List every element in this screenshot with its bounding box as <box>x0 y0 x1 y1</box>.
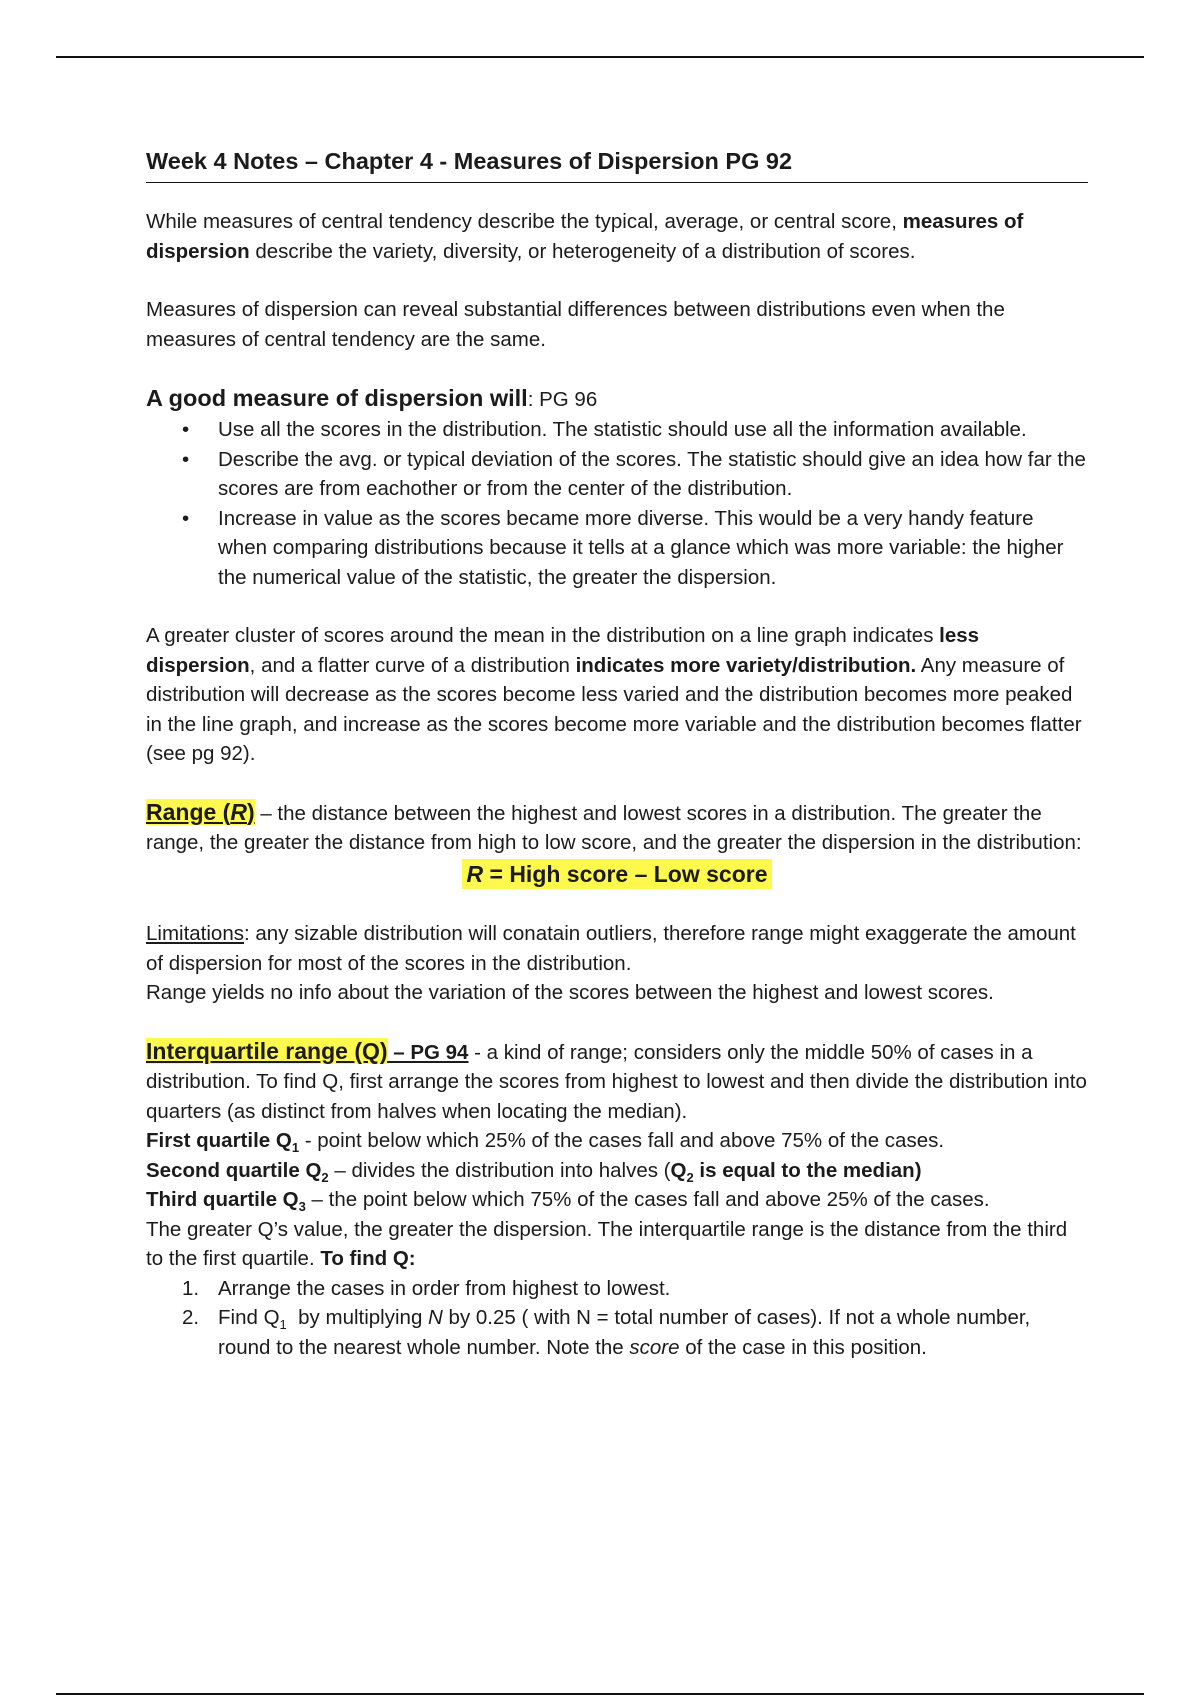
step-text-a: Find Q <box>218 1306 280 1329</box>
q2-bold-text: is equal to the median) <box>693 1158 922 1182</box>
range-section <box>146 798 1088 858</box>
range-term-b: ) <box>246 798 255 825</box>
document-page <box>146 146 1088 1362</box>
step-text-d: of the case in this position. <box>679 1335 927 1359</box>
to-find-label: To find Q: <box>320 1247 416 1270</box>
step-number: 1. <box>182 1276 200 1300</box>
list-item: • Use all the scores in the distribution. The statistic should use all the information available. <box>218 415 1088 445</box>
iqr-term: Interquartile range (Q) <box>146 1037 388 1064</box>
range-formula-r: R <box>466 860 484 887</box>
cluster-text-e: Any measure of distribution will decrease as the scores become less varied and the distribution becomes more peaked in the line graph, and increase as the scores become more variable and the distribution becomes flatter (see pg 92). <box>146 653 1082 765</box>
limitations-label: Limitations <box>146 922 244 945</box>
step-number: 2. <box>182 1306 200 1329</box>
step-sub: 1 <box>279 1317 287 1333</box>
q2-bold-q: Q <box>670 1158 687 1182</box>
range-term-r: R <box>230 798 247 825</box>
q2-sub: 2 <box>321 1169 329 1185</box>
intro-paragraph-2: Measures of dispersion can reveal substantial differences between distributions even when the measures of central tendency are the same. <box>146 298 1005 351</box>
iqr-section <box>146 1037 1088 1274</box>
bottom-rule <box>56 1693 1144 1695</box>
range-formula <box>146 860 1088 891</box>
q1-sub: 1 <box>291 1140 300 1156</box>
greater-text: The greater Q’s value, the greater the dispersion. The interquartile range is the distance from the third to the first quartile. <box>146 1217 1068 1270</box>
limitations-text: : any sizable distribution will conatain outliers, therefore range might exaggerate the amount of dispersion for most of the scores in the distribution. <box>146 922 1076 975</box>
step-text-c: by 0.25 ( with N = total number of cases). If not a whole number, round to the nearest whole number. Note the <box>218 1306 1031 1359</box>
good-measure-heading <box>146 383 1088 415</box>
good-measure-page-ref: : PG 96 <box>527 388 598 411</box>
q3-text: – the point below which 75% of the cases fall and above 25% of the cases. <box>305 1188 990 1211</box>
step-text: Arrange the cases in order from highest to lowest. <box>218 1276 671 1300</box>
q1-line <box>146 1126 1088 1156</box>
steps-list <box>146 1274 1088 1363</box>
step-n: N <box>428 1306 443 1329</box>
list-item: • Describe the avg. or typical deviation of the scores. The statistic should give an idea how far the scores are from eachother or from the center of the distribution. <box>218 445 1088 504</box>
q3-line <box>146 1185 1088 1215</box>
range-formula-box <box>462 859 771 889</box>
intro-text: While measures of central tendency describe the typical, average, or central score, <box>146 210 903 233</box>
intro-text-end: describe the variety, diversity, or heterogeneity of a distribution of scores. <box>249 239 916 263</box>
q2-line <box>146 1156 1088 1186</box>
good-measure-list <box>146 415 1088 592</box>
cluster-bold-b: less dispersion <box>146 624 980 677</box>
q2-label: Second quartile Q <box>146 1158 322 1182</box>
greater-line <box>146 1215 1088 1274</box>
range-term-a: Range ( <box>146 798 231 825</box>
q3-label: Third quartile Q <box>146 1188 299 1211</box>
q1-text: - point below which 25% of the cases fall and above 75% of the cases. <box>299 1129 945 1152</box>
intro-paragraph <box>146 207 1088 266</box>
range-formula-rest: = High score – Low score <box>483 860 768 887</box>
cluster-bold-d: indicates more variety/distribution. <box>575 653 917 677</box>
cluster-paragraph <box>146 621 1088 769</box>
cluster-text-c: , and a flatter curve of a distribution <box>249 653 576 677</box>
q2-bold-sub: 2 <box>686 1169 694 1185</box>
list-item: • Increase in value as the scores became more diverse. This would be a very handy feature when comparing distributions because it tells at a glance which was more variable: the higher the numerical value of the statistic, the greater the dispersion. <box>218 504 1088 593</box>
range-description: – the distance between the highest and lowest scores in a distribution. The greater the range, the greater the distance from high to low score, and the greater the dispersion in the distribution: <box>146 801 1082 854</box>
page-title: Week 4 Notes – Chapter 4 - Measures of Dispersion PG 92 <box>146 146 1088 183</box>
range-term <box>146 799 255 825</box>
iqr-description: - a kind of range; considers only the middle 50% of cases in a distribution. To find Q, first arrange the scores from highest to lowest and then divide the distribution into quarters (as distinct from halves when locating the median). <box>146 1040 1087 1123</box>
q3-sub: 3 <box>298 1199 306 1215</box>
q2-text: – divides the distribution into halves ( <box>328 1158 671 1182</box>
top-rule <box>56 56 1144 58</box>
good-measure-heading-text: A good measure of dispersion will <box>146 385 528 411</box>
cluster-text-a: A greater cluster of scores around the mean in the distribution on a line graph indicates <box>146 624 940 647</box>
limitations-text-2: Range yields no info about the variation of the scores between the highest and lowest scores. <box>146 981 994 1004</box>
q1-label: First quartile Q <box>146 1129 292 1152</box>
iqr-page-ref: – PG 94 <box>387 1040 469 1064</box>
intro-bold-term: measures of dispersion <box>146 210 1024 263</box>
step-score: score <box>629 1335 680 1359</box>
list-item <box>182 1303 1088 1362</box>
limitations-paragraph <box>146 919 1088 1008</box>
list-item <box>182 1274 1088 1304</box>
step-text-b: by multiplying <box>286 1306 429 1329</box>
